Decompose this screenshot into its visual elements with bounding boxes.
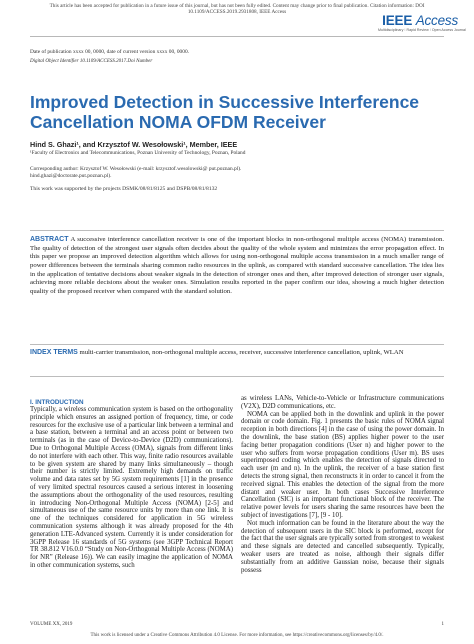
intro-paragraph-1: Typically, a wireless communication system is based on the orthogonality principle which ensures an assigned portion of frequency, time, or code resources for the exclusive use of a particular link between a terminal and a base station, between a terminal and an access point or between two terminals (as in the case of Device-to-Device (D2D) communications). Due to Orthogonal Multiple Access (OMA), signals from different links do not interfere with each other. This way, finite radio resources available to be given system are shared by many links simultaneously – though their number is strictly limited. Extremely high demands on traffic volume and data rates set by 5G system requirements [1] in the presence of very limited spectral resources caused a serious interest in loosening the assumptions about the orthogonality of the used resources, resulting in introducing Non-Orthogonal Multiple Access (NOMA) [2-5] and simultaneous use of the same resource units by more than one link. It is one of the techniques considered for application in 5G wireless communication systems although it was already proposed for the 4th generation LTE-Advanced system. Currently it is under consideration for 3GPP Release 16 standards of 5G systems (see 3GPP Technical Report TR 38.812 V16.0.0 “Study on Non-Orthogonal Multiple Access (NOMA) for NR” (Release 16)). We can easily imagine the application of NOMA in other communication systems, such (30, 406, 233, 569)
volume-footer: VOLUME XX, 2019 (30, 622, 73, 627)
publication-notice-line2: 10.1109/ACCESS.2019.2931808, IEEE Access (187, 9, 287, 16)
index-terms-divider-top (30, 344, 444, 345)
intro-paragraph-2: NOMA can be applied both in the downlink and uplink in the power domain or code domain. Fig. 1 presents the basic rules of NOMA signal reception in both directions [4] in the case of using the power domain. In the downlink, the base station (BS) applies higher power to the user facing better propagation conditions (User n) and higher power to the user who suffers from worse propagation conditions (User m). BS uses superimposed coding which enables the detection of signals directed to each user (m and n). In the uplink, the receiver of a base station first detects the strong signal, then reconstructs it in order to cancel it from the received signal. This enables the detection of the signal from the more distant and weaker user. In both cases Successive Interference Cancellation (SIC) is an important functional block of the receiver. The relative power levels for users sharing the same resources have been the subject of investigations [7], [9 - 10]. (241, 410, 444, 519)
corresponding-author (30, 166, 241, 180)
funding-note: This work was supported by the projects DSMK/08/81/8125 and DSPB/08/81/8132 (30, 186, 218, 192)
abstract-text: A successive interference cancellation receiver is one of the important blocks in non-orthogonal multiple access (NOMA) transmission. The quality of detection of the strongest user signals often decides about the quality of the whole system and minimizes the error propagation effect. In this paper we propose an improved detection algorithm which allows for using non-orthogonal multiple access transmission in a much smaller range of power differences between the terminals sharing common radio resources in the uplink, as compared with standard successive cancellation. The idea lies in the application of tentative decisions about weaker signals in the detection of stronger ones and then, after improved detection of stronger user signals, achieving more reliable decisions about the weaker ones. Simulation results reported in the paper confirm our idea, showing a much higher detection quality of the proposed receiver when compared with the standard solution. (30, 236, 444, 295)
section-heading: I. INTRODUCTION (30, 399, 84, 406)
corresponding-author-line1: Corresponding author: Krzysztof W. Wesołowski (e-mail: krzysztof.wesolowski@ put.poznan.pl). (30, 166, 242, 172)
index-terms-divider-bottom (30, 376, 444, 377)
body-column-right (241, 395, 444, 574)
logo-tagline: Multidisciplinary ⁝ Rapid Review ⁝ Open Access Journal (378, 28, 466, 32)
body-column-left (30, 406, 233, 570)
intro-paragraph-continued: as wireless LANs, Vehicle-to-Vehicle or Infrastructure communications (V2X), D2D communications, etc. (241, 395, 444, 410)
logo-access-text: Access (415, 13, 458, 28)
intro-paragraph-3: Not much information can be found in the literature about the way the detection of subsequent users in the SIC block is performed, except for the fact that the user signals are typically sorted from strongest to weakest and these signals are detected and cancelled subsequently. Typically, weaker users are treated as noise, although their signals differ substantially from an additive Gaussian noise, because their signals possess (241, 519, 444, 574)
affiliation: ¹Faculty of Electronics and Telecommunications, Poznan University of Technology, Poznan, Poland (30, 150, 246, 156)
ieee-access-logo (378, 13, 466, 33)
author-list: Hind S. Ghazi¹, and Krzysztof W. Wesołowski¹, Member, IEEE (30, 140, 238, 149)
logo-ieee-text: IEEE (382, 13, 413, 28)
page-number: 1 (441, 622, 444, 627)
header-divider (30, 36, 444, 37)
publication-notice-line1: This article has been accepted for publication in a future issue of this journal, but has not been fully edited. Content may change prior to final publication. Citation information: DOI (49, 3, 425, 9)
abstract-divider-top (30, 230, 444, 231)
publication-date: Date of publication xxxx 00, 0000, date of current version xxxx 00, 0000. (30, 49, 189, 55)
abstract-label: ABSTRACT (30, 236, 69, 243)
index-terms-text: multi-carrier transmission, non-orthogonal multiple access, receiver, successive interference cancellation, uplink, WLAN (79, 349, 404, 356)
abstract (30, 236, 444, 297)
doi-line: Digital Object Identifier 10.1109/ACCESS.2017.Doi Number (30, 59, 153, 64)
index-terms-label: INDEX TERMS (30, 349, 78, 356)
paper-title: Improved Detection in Successive Interference Cancellation NOMA OFDM Receiver (30, 92, 420, 132)
index-terms (30, 349, 444, 358)
license-notice: This work is licensed under a Creative Commons Attribution 4.0 License. For more information, see https://creativecommons.org/licenses/by/4.0/. (90, 633, 384, 638)
corresponding-author-line2: hind.ghazi@doctorate.put.poznan.pl). (30, 173, 112, 179)
